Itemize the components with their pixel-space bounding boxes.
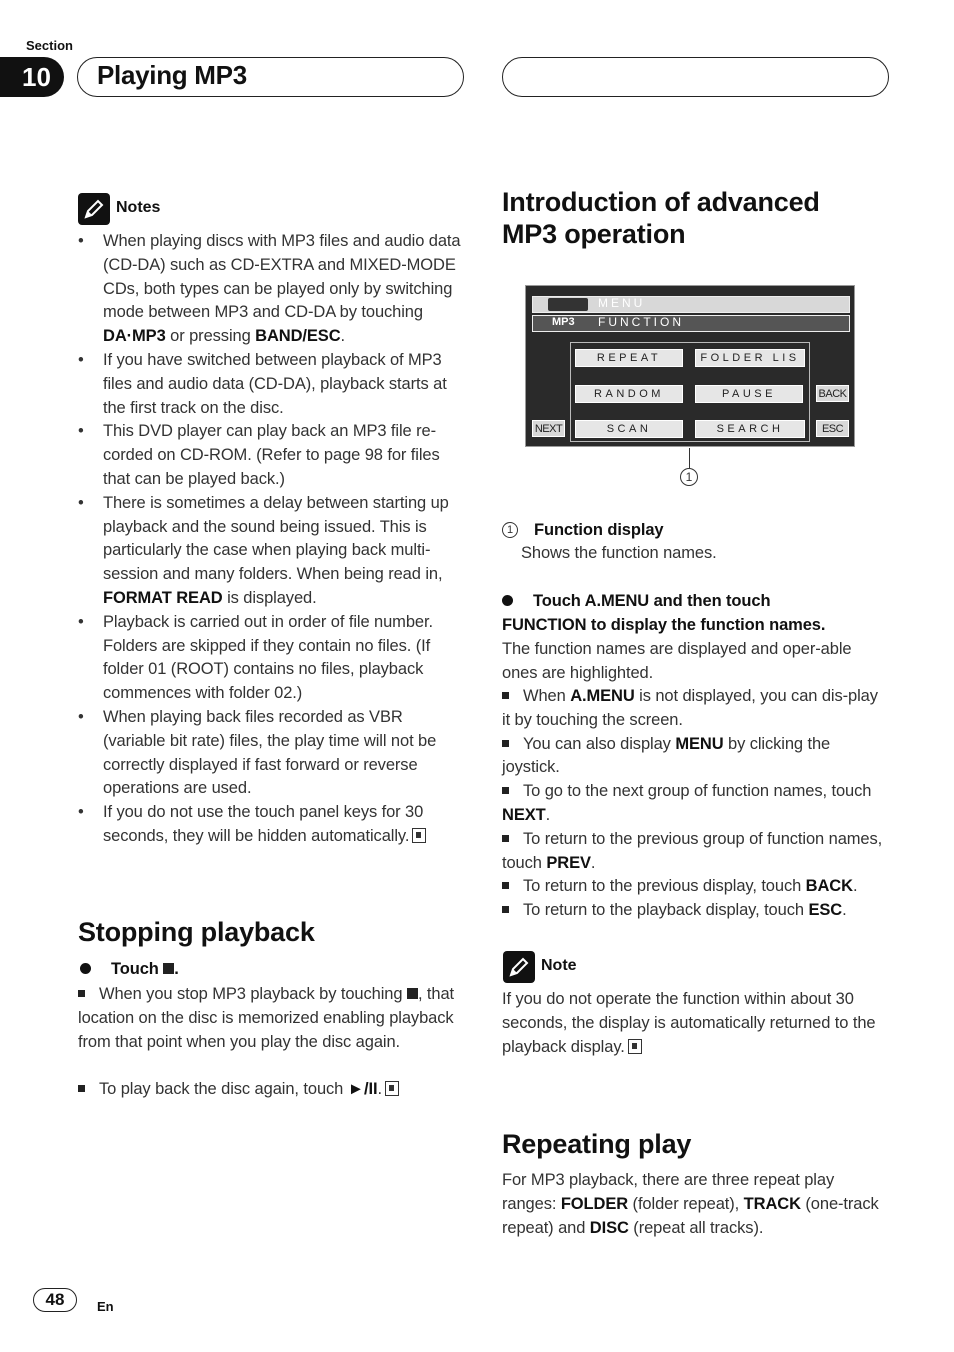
list-item: To return to the previous group of function names, touch PREV.	[502, 829, 883, 872]
play-pause-icon: ►/II	[347, 1080, 378, 1098]
stop-icon	[407, 988, 418, 999]
intro-heading: Introduction of advanced MP3 operation	[502, 187, 820, 249]
square-bullet-icon	[78, 990, 85, 997]
stopping-heading: Stopping playback	[78, 917, 315, 947]
square-bullet-icon	[502, 692, 509, 699]
callout-line	[689, 448, 690, 468]
end-mark-icon	[385, 1081, 399, 1096]
menu-label: MENU	[598, 296, 646, 310]
intro-step-desc: The function names are displayed and oper-able ones are highlighted.	[502, 640, 852, 682]
repeat-button: REPEAT	[575, 349, 683, 367]
empty-title-pill	[502, 57, 889, 97]
function-bar	[532, 315, 850, 332]
page-number: 48	[33, 1288, 77, 1312]
notes-list	[78, 230, 468, 849]
list-item: You can also display MENU by clicking the joystick.	[502, 734, 831, 777]
notes-pencil-icon	[78, 193, 110, 225]
mp3-label: MP3	[552, 316, 575, 328]
note-text: If you do not operate the function within about 30 seconds, the display is automatically returned to the playback display.	[502, 990, 876, 1056]
list-item: • When playing discs with MP3 files and audio data (CD-DA) such as CD-EXTRA and MIXED-MODE CDs, both types can be played only by switching mode between MP3 and CD-DA by touching DA·MP3 or pressing BAND/ESC.	[78, 230, 468, 349]
square-bullet-icon	[502, 835, 509, 842]
list-item: To go to the next group of function names, touch NEXT.	[502, 782, 872, 824]
page-title: Playing MP3	[97, 60, 247, 90]
language-label: En	[97, 1299, 114, 1314]
pause-button: PAUSE	[695, 385, 803, 403]
intro-step: Touch A.MENU and then touch FUNCTION to display the function names.	[502, 592, 826, 634]
square-bullet-icon	[502, 906, 509, 913]
end-mark-icon	[412, 828, 426, 843]
callout-title: Function display	[534, 521, 664, 539]
scan-button: SCAN	[575, 420, 683, 438]
folder-list-button: FOLDER LIS	[695, 349, 805, 367]
square-bullet-icon	[502, 787, 509, 794]
stop-icon	[163, 963, 174, 974]
note-pencil-icon	[503, 951, 535, 983]
next-button: NEXT	[532, 420, 565, 437]
list-item: • Playback is carried out in order of file number. Folders are skipped if they contain no files. (If folder 01 (ROOT) contains no files, playback commences with folder 02.)	[78, 611, 468, 706]
list-item: When A.MENU is not displayed, you can dis-play it by touching the screen.	[502, 687, 878, 729]
list-item: To return to the playback display, touch ESC.	[502, 899, 887, 923]
callout-number: 1	[502, 522, 518, 538]
list-item: • This DVD player can play back an MP3 file re-corded on CD-ROM. (Refer to page 98 for files that can be played back.)	[78, 420, 468, 491]
notes-heading: Notes	[116, 199, 161, 216]
stopping-sub-1: When you stop MP3 playback by touching , that location on the disc is memorized enabling playback from that point when you play the disc again.	[78, 985, 455, 1051]
note-heading: Note	[541, 957, 577, 974]
list-item: • If you have switched between playback of MP3 files and audio data (CD-DA), playback starts at the first track on the disc.	[78, 349, 468, 420]
list-item: • When playing back files recorded as VBR (variable bit rate) files, the play time will not be correctly displayed if fast forward or reverse operations are used.	[78, 706, 468, 801]
function-display-screenshot	[525, 285, 855, 447]
section-number: 10	[0, 57, 64, 97]
random-button: RANDOM	[575, 385, 683, 403]
step-bullet-icon	[80, 963, 91, 974]
function-label: FUNCTION	[598, 315, 684, 329]
list-item: • There is sometimes a delay between starting up playback and the sound being issued. This is particularly the case when playing back multi-session and many folders. When being read in, FORMAT READ is displayed.	[78, 492, 468, 611]
list-item: • If you do not use the touch panel keys for 30 seconds, they will be hidden automatically.	[78, 801, 468, 849]
step-bullet-icon	[502, 595, 513, 606]
esc-button: ESC	[816, 420, 849, 437]
square-bullet-icon	[502, 740, 509, 747]
intro-sub-list	[502, 685, 887, 923]
stopping-step: Touch .	[80, 958, 179, 982]
repeating-heading: Repeating play	[502, 1129, 692, 1159]
square-bullet-icon	[78, 1085, 85, 1092]
list-item: To return to the previous display, touch BACK.	[502, 875, 887, 899]
repeating-text: For MP3 playback, there are three repeat play ranges: FOLDER (folder repeat), TRACK (one-track repeat) and DISC (repeat all tracks).	[502, 1171, 879, 1237]
disc-icon	[548, 298, 588, 311]
section-label: Section	[26, 38, 73, 53]
callout-number: 1	[680, 468, 698, 486]
search-button: SEARCH	[695, 420, 805, 438]
back-button: BACK	[816, 385, 849, 402]
callout-desc: Shows the function names.	[521, 544, 717, 562]
square-bullet-icon	[502, 882, 509, 889]
stopping-sub-2: To play back the disc again, touch ►/II.	[78, 1078, 458, 1102]
end-mark-icon	[628, 1039, 642, 1054]
